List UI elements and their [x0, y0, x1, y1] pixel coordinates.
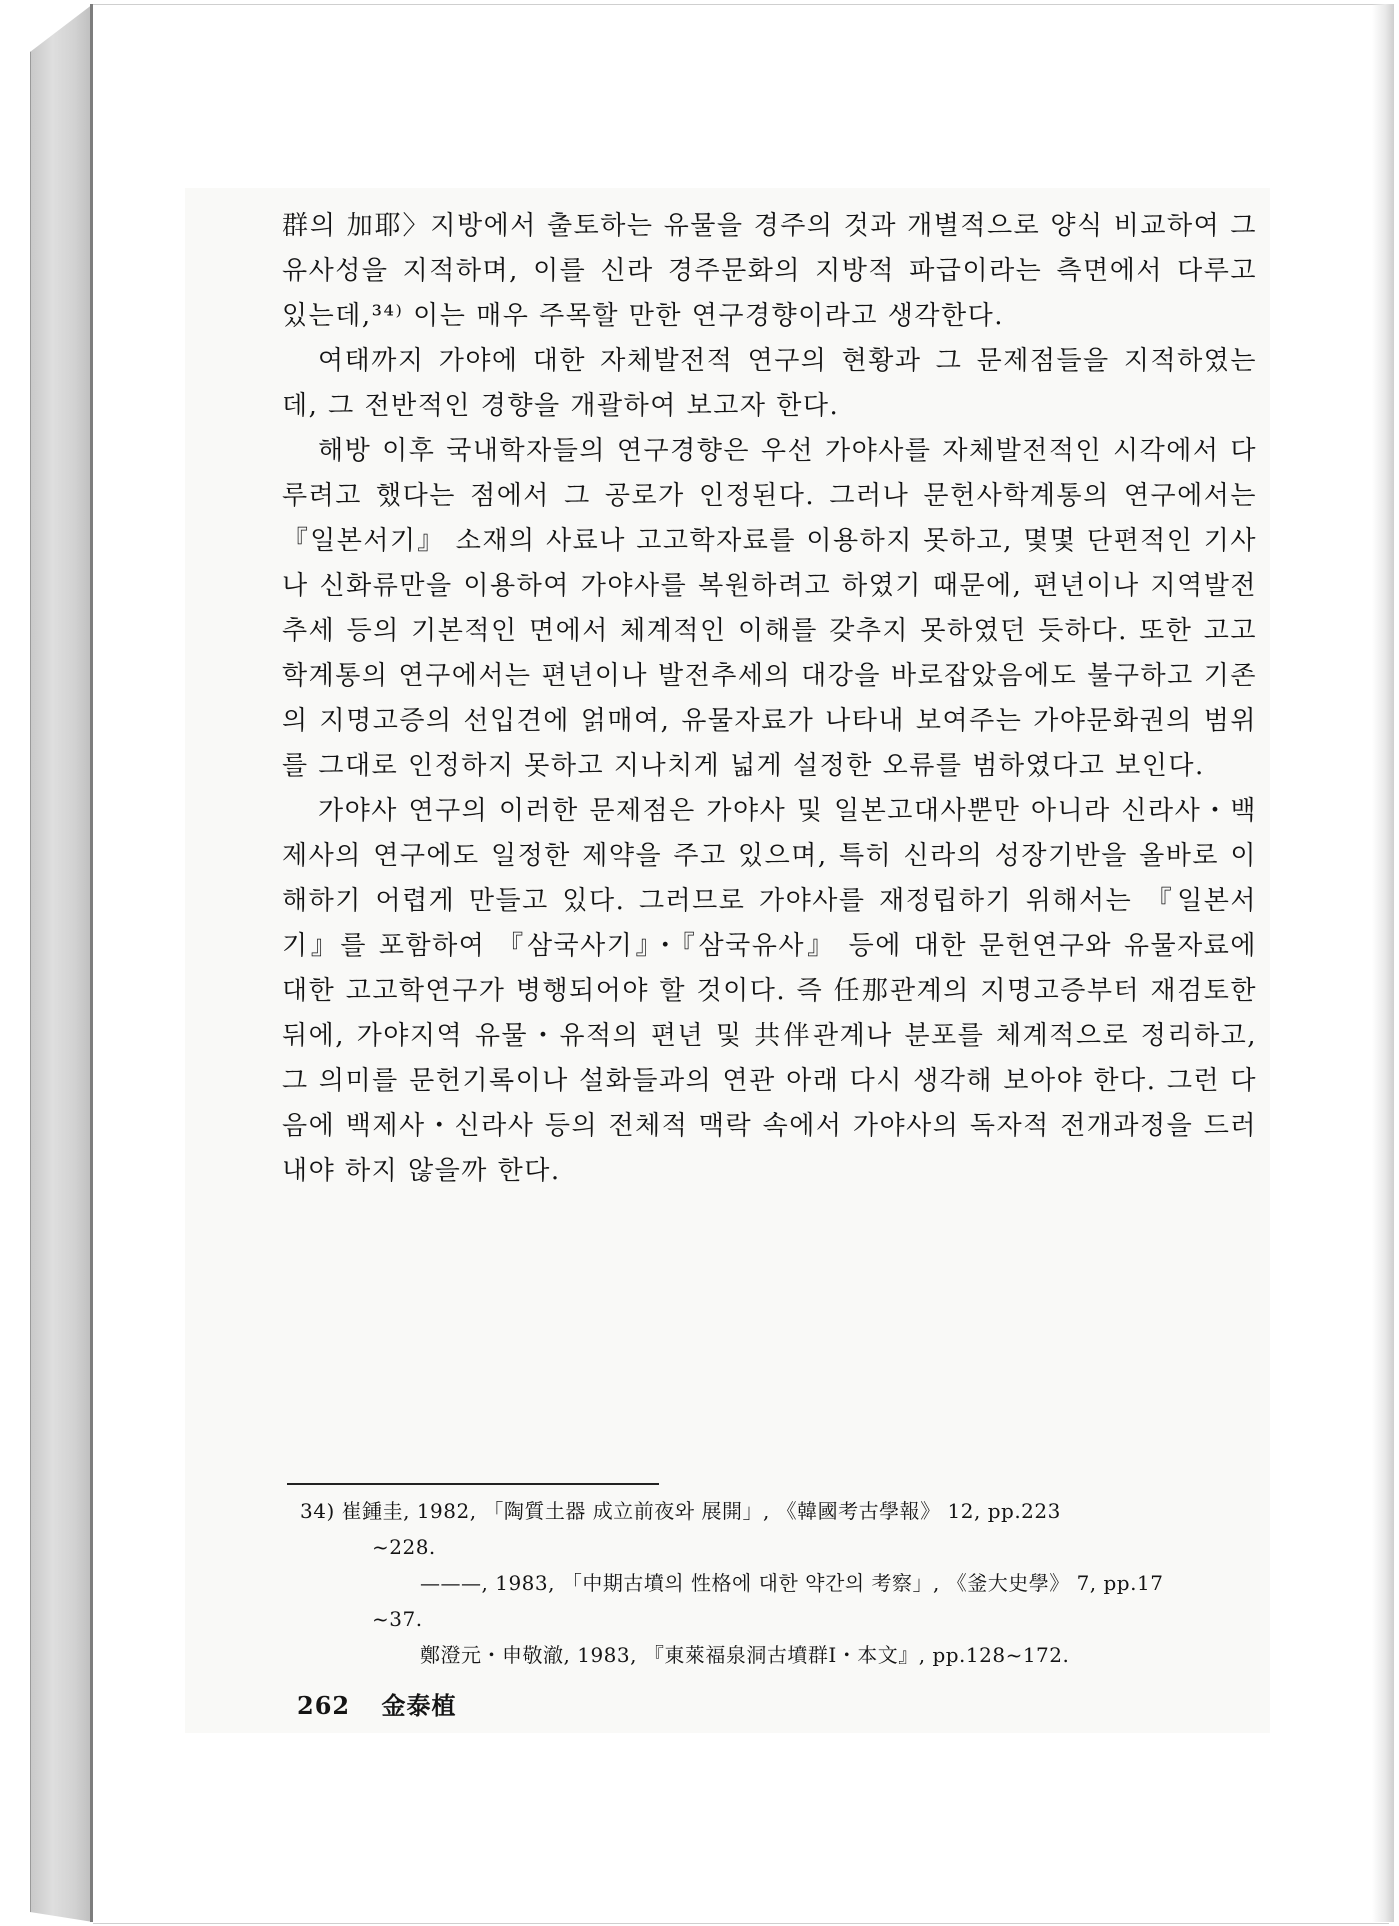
author-name: 金泰植: [381, 1691, 457, 1720]
book-spine: [30, 4, 93, 1922]
page-edge-shadow: [1372, 4, 1394, 1922]
footnotes: [300, 1493, 1265, 1673]
page-number: 262: [297, 1691, 351, 1720]
footnote-34-line-2-cont: ~37.: [372, 1607, 423, 1631]
paragraph-2: 여태까지 가야에 대한 자체발전적 연구의 현황과 그 문제점들을 지적하였는데, 그 전반적인 경향을 개괄하여 보고자 한다.: [282, 346, 1257, 421]
paragraph-4: 가야사 연구의 이러한 문제점은 가야사 및 일본고대사뿐만 아니라 신라사・백제사의 연구에도 일정한 제약을 주고 있으며, 특히 신라의 성장기반을 올바로 이해하기 어렵게 만들고 있다. 그러므로 가야사를 재정립하기 위해서는 『일본서기』를 포함하여 『삼국사기』・『삼국유사』 등에 대한 문헌연구와 유물자료에 대한 고고학연구가 병행되어야 할 것이다. 즉 任那관계의 지명고증부터 재검토한 뒤에, 가야지역 유물・유적의 편년 및 共伴관계나 분포를 체계적으로 정리하고, 그 의미를 문헌기록이나 설화들과의 연관 아래 다시 생각해 보아야 한다. 그런 다음에 백제사・신라사 등의 전체적 맥락 속에서 가야사의 독자적 전개과정을 드러내야 하지 않을까 한다.: [282, 796, 1257, 1186]
footnote-34-line-1-cont: ~228.: [372, 1535, 436, 1559]
footnote-rule: [287, 1483, 659, 1485]
footnote-34-line-3: 鄭澄元・申敬澈, 1983, 『東萊福泉洞古墳群Ⅰ・本文』, pp.128~172.: [420, 1643, 1070, 1667]
body-text: [282, 204, 1257, 1194]
paragraph-3: 해방 이후 국내학자들의 연구경향은 우선 가야사를 자체발전적인 시각에서 다루려고 했다는 점에서 그 공로가 인정된다. 그러나 문헌사학계통의 연구에서는 『일본서기』 소재의 사료나 고고학자료를 이용하지 못하고, 몇몇 단편적인 기사나 신화류만을 이용하여 가야사를 복원하려고 하였기 때문에, 편년이나 지역발전추세 등의 기본적인 면에서 체계적인 이해를 갖추지 못하였던 듯하다. 또한 고고학계통의 연구에서는 편년이나 발전추세의 대강을 바로잡았음에도 불구하고 기존의 지명고증의 선입견에 얽매여, 유물자료가 나타내 보여주는 가야문화권의 범위를 그대로 인정하지 못하고 지나치게 넓게 설정한 오류를 범하였다고 보인다.: [282, 436, 1257, 781]
footnote-34-line-2: ———, 1983, 「中期古墳의 性格에 대한 약간의 考察」, 《釜大史學》 7, pp.17: [420, 1571, 1164, 1595]
footnote-34-line-1: 34) 崔鍾圭, 1982, 「陶質土器 成立前夜와 展開」, 《韓國考古學報》 12, pp.223: [300, 1499, 1061, 1523]
running-footer: [297, 1686, 456, 1721]
paragraph-1: 群의 加耶〉지방에서 출토하는 유물을 경주의 것과 개별적으로 양식 비교하여 그 유사성을 지적하며, 이를 신라 경주문화의 지방적 파급이라는 측면에서 다루고 있는데,³⁴⁾ 이는 매우 주목할 만한 연구경향이라고 생각한다.: [282, 211, 1257, 331]
